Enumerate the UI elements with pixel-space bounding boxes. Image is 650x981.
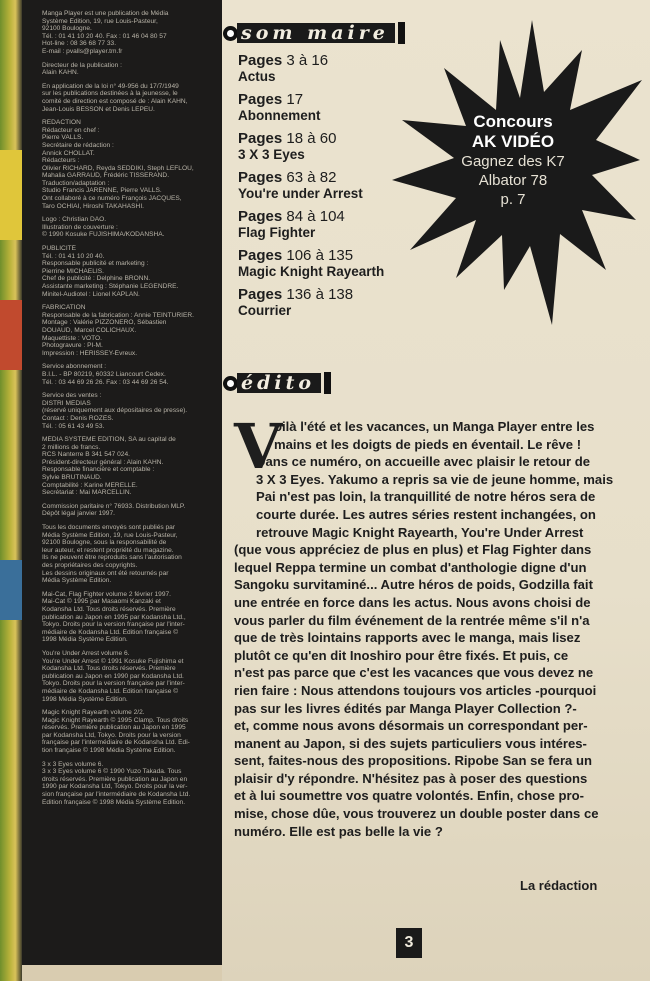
edito-line: rien faire : Nous attendons toujours vos articles -pourquoi [234, 682, 597, 698]
drop-cap: V [234, 410, 283, 483]
credits-line: DISTRI MÉDIAS [42, 399, 91, 407]
credits-block [42, 119, 214, 210]
edito-line: Dans ce numéro, on accueille avec plaisir le retour de [256, 454, 591, 470]
credits-line: Tél. : 01 41 10 20 40. [42, 252, 105, 260]
credits-line: Studio Francis JARENNE, Pierre VALLS. [42, 187, 162, 195]
fold-color-band [0, 560, 22, 620]
toc-page-range: 136 à 138 [286, 286, 354, 303]
toc-pages-label: Pages [238, 52, 283, 69]
credits-block [42, 392, 214, 430]
credits-line: leur auteur, et restent propriété du magazine. [42, 546, 174, 554]
credits-line: 92100 Boulogne. [42, 25, 92, 33]
credits-line: Hot-line : 08 36 68 77 33. [42, 40, 117, 48]
toc-title: Flag Fighter [238, 225, 316, 240]
credits-line: Service abonnement : [42, 363, 107, 371]
toc-page-range: 84 à 104 [286, 208, 345, 225]
edito-text [234, 410, 614, 840]
credits-line: Pierre VALLS. [42, 134, 84, 142]
toc-title: Magic Knight Rayearth [238, 264, 385, 279]
bullet-icon [224, 377, 237, 390]
credits-line: médiaire de Kodansha Ltd. Édition française © [42, 628, 179, 636]
credits-line: En application de la loi n° 49-956 du 17/7/1949 [42, 82, 179, 90]
credits-line: PUBLICITÉ [42, 245, 77, 253]
toc-item[interactable] [238, 91, 428, 123]
toc-item[interactable] [238, 286, 428, 318]
edito-line: Pai n'est pas loin, la tranquillité de notre héros sera de [256, 489, 596, 505]
contest-page-ref: p. 7 [500, 191, 526, 208]
credits-line: Annick CHOLLAT. [42, 149, 95, 157]
toc-pages-label: Pages [238, 169, 283, 186]
credits-line: Président-directeur général : Alain KAHN. [42, 458, 164, 466]
toc-page-range: 17 [286, 91, 304, 108]
edito-line: manent au Japon, si des sujets particuliers vous intéres- [234, 735, 587, 751]
credits-line: 92100 Boulogne, sous la responsabilité de [42, 539, 167, 547]
credits-line: publication au Japon en 1990 par Kodansha Ltd. [42, 672, 184, 680]
edito-line: (que vous appréciez de plus en plus) et Flag Fighter dans [234, 542, 592, 558]
edito-line: 3 X 3 Eyes. Yakumo a repris sa vie de jeune homme, mais [256, 471, 614, 487]
credits-line: E-mail : pvalls@player.tm.fr [42, 47, 123, 55]
credits-line: Sylvie BRUTINAUD. [42, 474, 102, 482]
credits-line: Logo : Christian DAO. [42, 216, 107, 224]
edito-line: n'est pas parce que c'est les vacances que vous devez ne [234, 665, 594, 681]
credits-block [42, 650, 214, 703]
credits-line: tion française © 1998 Média Système Édition. [42, 747, 176, 755]
credits-column [22, 0, 222, 965]
toc-page-range: 63 à 82 [286, 169, 337, 186]
credits-line: Comptabilité : Karine MERELLE. [42, 481, 138, 489]
edito-line: plutôt ce qu'en dit Inoshiro pour être fixés. Et puis, ce [234, 647, 569, 663]
credits-line: Tél. : 01 41 10 20 40. Fax : 01 46 04 80 57 [42, 32, 167, 40]
toc-item[interactable] [238, 208, 428, 240]
toc-page-range: 3 à 16 [286, 52, 329, 69]
magazine-fold-strip [0, 0, 22, 981]
toc-pages-label: Pages [238, 130, 283, 147]
credits-block [42, 10, 214, 56]
credits-line: Traduction/adaptation : [42, 179, 110, 187]
credits-line: réservés. Première publication au Japon en 1995 [42, 724, 186, 732]
toc-pages-label: Pages [238, 208, 283, 225]
credits-line: B.I.L. - BP 80219, 60332 Liancourt Cedex. [42, 370, 166, 378]
credits-line: Illustration de couverture : [42, 223, 118, 231]
credits-line: Les dessins originaux ont été retournés par [42, 569, 169, 577]
credits-line: 3 x 3 Eyes volume 6 © 1990 Yuzo Takada. Tous [42, 768, 182, 776]
edito-line: numéro. Elle est pas belle la vie ? [234, 823, 443, 839]
credits-line: Montage : Valérie PIZZONERO, Sébastien [42, 319, 167, 327]
credits-block [42, 436, 214, 497]
credits-line: 1998 Média Système Édition. [42, 636, 128, 644]
toc-page-range: 18 à 60 [286, 130, 337, 147]
contest-sponsor: AK VIDÉO [471, 132, 555, 151]
credits-block [42, 591, 214, 644]
contest-prize-title: Albator 78 [478, 172, 548, 189]
edito-line: mains et les doigts de pieds en éventail. Le rêve ! [274, 436, 582, 452]
edito-line: plaisir d'y répondre. N'hésitez pas à poser des questions [234, 770, 588, 786]
credits-line: Dépôt légal janvier 1997. [42, 510, 115, 518]
credits-line: Directeur de la publication : [42, 61, 122, 69]
credits-line: Tél. : 03 44 69 26 26. Fax : 03 44 69 26 54. [42, 378, 169, 386]
credits-line: (réservé uniquement aux dépositaires de presse). [42, 407, 188, 415]
credits-line: Kodansha Ltd. Tous droits réservés. Première [42, 605, 176, 613]
bullet-icon [224, 27, 237, 40]
fold-color-band [0, 150, 22, 240]
credits-line: Service des ventes : [42, 392, 102, 400]
credits-line: par Kodansha Ltd, Tokyo. Droits pour la version [42, 731, 181, 739]
credits-block [42, 709, 214, 755]
edito-line: que de très lointains rapports avec le manga, mais lisez [234, 630, 581, 646]
credits-line: sur les publications destinées à la jeunesse, le [42, 90, 178, 98]
edito-line: une entrée en force dans les actus. Nous avons choisi de [234, 594, 591, 610]
credits-line: Mai-Cat © 1995 par Masaomi Kanzaki et [42, 598, 161, 606]
credits-line: MÉDIA SYSTÈME ÉDITION, SA au capital de [42, 436, 176, 444]
credits-line: 2 millions de francs. [42, 443, 101, 451]
credits-block [42, 363, 214, 386]
credits-block [42, 503, 214, 518]
credits-line: FABRICATION [42, 304, 86, 312]
edito-line: lequel Reppa termine un combat d'anthologie digne d'un [234, 559, 587, 575]
credits-block [42, 62, 214, 77]
toc-pages-label: Pages [238, 247, 283, 264]
credits-block [42, 83, 214, 113]
edito-line: retrouve Magic Knight Rayearth, You're Under Arrest [256, 524, 584, 540]
toc-item[interactable] [238, 247, 428, 279]
sommaire-heading [224, 22, 405, 44]
credits-line: médiaire de Kodansha Ltd. Édition française © [42, 687, 179, 695]
toc-page-range: 106 à 135 [286, 247, 354, 264]
credits-line: Magic Knight Rayearth volume 2/2. [42, 709, 145, 717]
credits-line: Alain KAHN. [42, 69, 79, 77]
edito-line: mise, chose dûe, vous trouverez un double poster dans ce [234, 806, 599, 822]
credits-line: 1998 Média Système Édition. [42, 695, 128, 703]
credits-line: Tokyo. Droits pour la version française par l'inter- [42, 621, 185, 629]
heading-bar-end [324, 372, 331, 394]
credits-line: RÉDACTION [42, 119, 81, 127]
credits-line: Mahalia GARRAUD, Frédéric TISSERAND. [42, 172, 170, 180]
credits-line: Rédacteurs : [42, 157, 80, 165]
credits-line: Tous les documents envoyés sont publiés par [42, 524, 176, 532]
credits-line: droits réservés. Première publication au Japon en [42, 775, 188, 783]
credits-line: Secrétaire de rédaction : [42, 141, 114, 149]
credits-line: Rédacteur en chef : [42, 126, 100, 134]
contest-callout [418, 112, 608, 209]
credits-line: Pierrine MICHAELIS. [42, 267, 104, 275]
credits-line: Média Système Édition, 19, rue Louis-Pasteur, [42, 531, 178, 539]
credits-line: publication au Japon en 1995 par Kodansha Ltd., [42, 613, 186, 621]
credits-block [42, 524, 214, 585]
toc-item[interactable] [238, 52, 428, 84]
credits-line: Ont collaboré à ce numéro François JACQUES, [42, 195, 182, 203]
credits-line: Photogravure : PI-M. [42, 342, 103, 350]
edito-line: oilà l'été et les vacances, un Manga Player entre les [274, 419, 595, 434]
credits-line: Commission paritaire n° 76933. Distribution MLP. [42, 502, 186, 510]
toc-title: You're under Arrest [238, 186, 363, 201]
credits-line: Magic Knight Rayearth © 1995 Clamp. Tous droits [42, 716, 189, 724]
edito-line: pas sur les livres édités par Manga Player Collection ?- [234, 700, 577, 716]
edito-line: Sangoku survitaminé... Autre héros de poids, Godzilla fait [234, 577, 593, 593]
sommaire-heading-text: som maire [237, 23, 395, 43]
edito-line: vous parler du film événement de la rentrée même s'il n'a [234, 612, 590, 628]
credits-line: You're Under Arrest volume 6. [42, 649, 130, 657]
edito-line: sent, faites-nous des propositions. Ripobe San se fera un [234, 753, 592, 769]
edito-line: courte durée. Les autres séries restent inchangées, on [256, 506, 596, 522]
credits-line: Responsable publicité et marketing : [42, 260, 149, 268]
table-of-contents [238, 52, 428, 325]
credits-block [42, 245, 214, 298]
credits-line: Taro OCHIAI, Hiroshi TAKAHASHI. [42, 202, 144, 210]
credits-line: 1990 par Kodansha Ltd, Tokyo. Droits pour la ver- [42, 783, 188, 791]
credits-line: sion française par l'intermédiaire de Kodansha Ltd. [42, 791, 191, 799]
credits-line: Responsable financière et comptable : [42, 466, 155, 474]
credits-block [42, 216, 214, 239]
credits-line: Ils ne peuvent être reproduits sans l'autorisation [42, 554, 182, 562]
credits-line: française par l'intermédiaire de Kodansha Ltd. Édi- [42, 739, 190, 747]
toc-item[interactable] [238, 130, 428, 162]
credits-line: Responsable de la fabrication : Annie TEINTURIER. [42, 311, 194, 319]
toc-pages-label: Pages [238, 91, 283, 108]
credits-line: Édition française © 1998 Média Système Édition. [42, 798, 186, 806]
contest-prize: Gagnez des K7 [461, 153, 565, 170]
page-number: 3 [396, 928, 422, 958]
credits-line: des propriétaires des copyrights. [42, 562, 138, 569]
edito-signature: La rédaction [520, 878, 598, 893]
credits-line: Chef de publicité : Delphine BRONN. [42, 275, 151, 283]
credits-line: Tokyo. Droits pour la version française par l'inter- [42, 680, 185, 688]
credits-line: Système Édition, 19, rue Louis-Pasteur, [42, 17, 158, 25]
credits-line: Assistante marketing : Stéphanie LEGENDRE. [42, 283, 179, 290]
edito-heading [224, 372, 331, 394]
credits-block [42, 304, 214, 357]
credits-line: Jean-Louis BESSON et Denis LEPEU. [42, 105, 155, 113]
edito-line: et à lui soumettre vos quatre volontés. Enfin, chose pro- [234, 788, 584, 804]
credits-line: © 1990 Kosuke FUJISHIMA/KODANSHA. [42, 231, 165, 239]
credits-line: Olivier RICHARD, Reyda SEDDIKI, Steph LEFLOU, [42, 164, 194, 172]
edito-line: et, comme nous avons désormais un correspondant per- [234, 718, 588, 734]
credits-line: comité de direction est composé de : Alain KAHN, [42, 97, 188, 105]
toc-title: 3 X 3 Eyes [238, 147, 305, 162]
edito-heading-text: édito [237, 373, 321, 393]
fold-color-band [0, 300, 22, 370]
credits-line: RCS Nanterre B 341 547 024. [42, 451, 130, 459]
credits-line: Minitel-Audiotel : Lionel KAPLAN. [42, 290, 140, 298]
credits-line: Média Système Édition. [42, 577, 112, 585]
credits-line: You're Under Arrest © 1991 Kosuke Fujishima et [42, 657, 184, 665]
credits-line: Kodansha Ltd. Tous droits réservés. Première [42, 665, 176, 673]
toc-title: Courrier [238, 303, 292, 318]
toc-item[interactable] [238, 169, 428, 201]
credits-line: Maquettiste : VOTO. [42, 334, 102, 342]
credits-line: Manga Player est une publication de Média [42, 10, 169, 17]
toc-title: Abonnement [238, 108, 321, 123]
credits-line: 3 x 3 Eyes volume 6. [42, 760, 104, 768]
credits-line: Impression : HÉRISSEY-Évreux. [42, 349, 138, 357]
credits-line: Mai-Cat, Flag Fighter volume 2 février 1997. [42, 590, 171, 598]
magazine-page [222, 0, 650, 981]
toc-pages-label: Pages [238, 286, 283, 303]
credits-line: DOUAUD, Marcel COLICHAUX. [42, 326, 137, 334]
credits-line: Contact : Denis ROZÈS. [42, 414, 114, 422]
contest-title: Concours [473, 112, 553, 131]
credits-block [42, 761, 214, 807]
toc-title: Actus [238, 69, 276, 84]
credits-line: Tél. : 05 61 43 49 53. [42, 422, 105, 430]
credits-line: Secrétariat : Mai MARCELLIN. [42, 489, 132, 497]
